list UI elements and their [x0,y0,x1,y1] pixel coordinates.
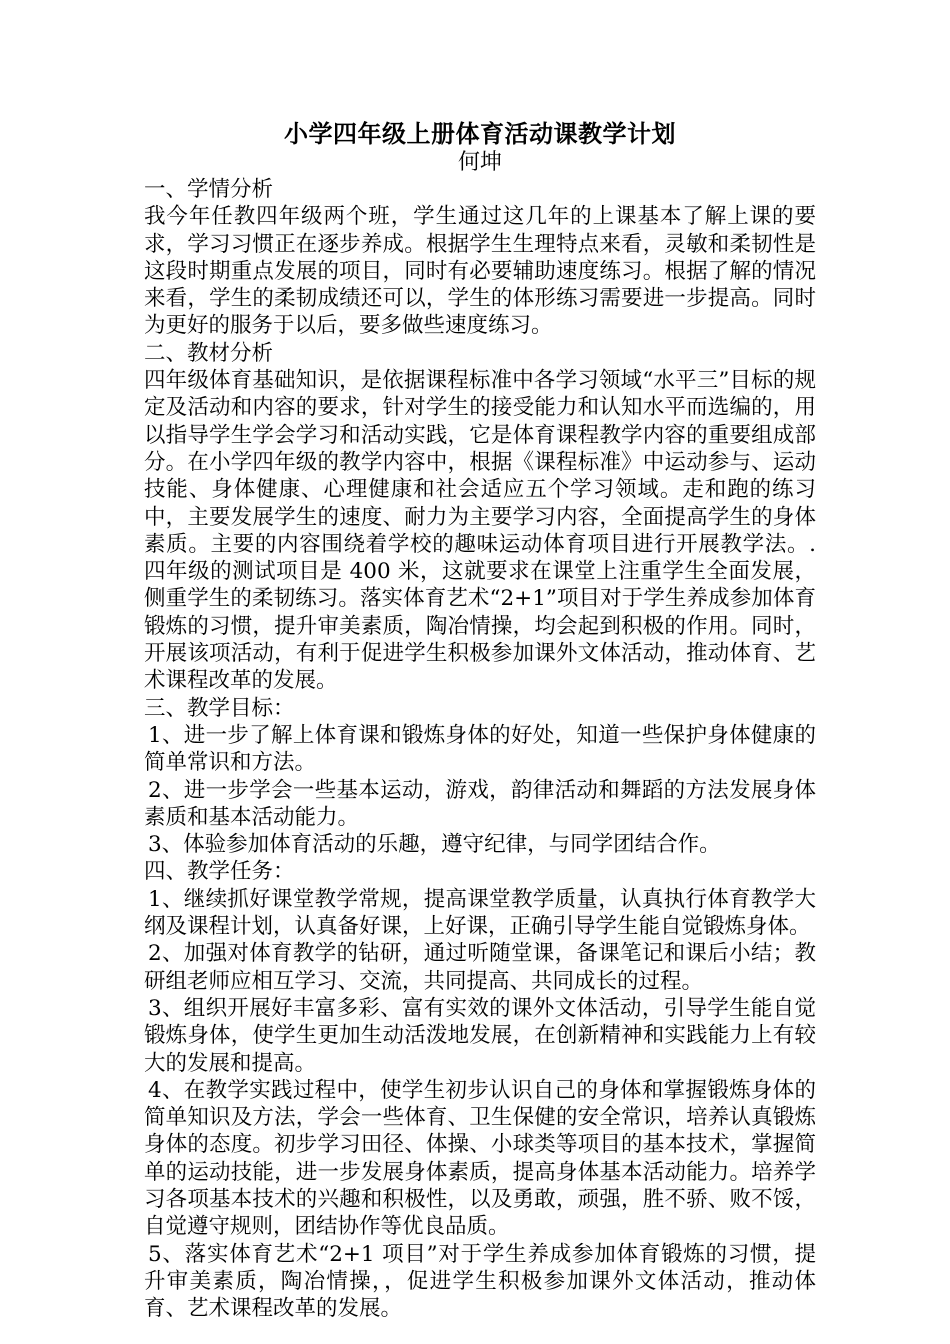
list-item: 3、组织开展好丰富多彩、富有实效的课外文体活动，引导学生能自觉锻炼身体，使学生更加生动活泼地发展，在创新精神和实践能力上有较大的发展和提高。 [144,995,816,1076]
list-item: 3、体验参加体育活动的乐趣，遵守纪律，与同学团结合作。 [148,832,721,858]
document-author: 何坤 [457,150,502,175]
section-heading: 四、教学任务： [144,859,295,885]
section-heading: 一、学情分析 [144,177,274,202]
section-teaching-goals [144,695,816,859]
section-material-analysis [144,340,816,695]
list-item: 1、进一步了解上体育课和锻炼身体的好处，知道一些保护身体健康的简单常识和方法。 [144,722,816,776]
document-title: 小学四年级上册体育活动课教学计划 [284,119,676,148]
list-item: 4、在教学实践过程中，使学生初步认识自己的身体和掌握锻炼身体的简单知识及方法，学会一些体育、卫生保健的安全常识，培养认真锻炼身体的态度。初步学习田径、体操、小球类等项目的基本技术，掌握简单的运动技能，进一步发展身体素质，提高身体基本活动能力。培养学习各项基本技术的兴趣和积极性，以及勇敢，顽强，胜不骄、败不馁，自觉遵守规则，团结协作等优良品质。 [144,1077,816,1240]
section-heading: 二、教材分析 [144,340,274,366]
section-heading: 三、教学目标： [144,695,295,721]
list-item: 1、继续抓好课堂教学常规，提高课堂教学质量，认真执行体育教学大纲及课程计划，认真备好课，上好课，正确引导学生能自觉锻炼身体。 [144,886,816,940]
section-teaching-tasks [144,858,816,1322]
list-item: 2、加强对体育教学的钻研，通过听随堂课，备课笔记和课后小结；教研组老师应相互学习、交流，共同提高、共同成长的过程。 [144,941,816,994]
list-item: 2、进一步学会一些基本运动，游戏，韵律活动和舞蹈的方法发展身体素质和基本活动能力。 [144,777,816,830]
section-learning-analysis [144,176,816,340]
section-paragraph: 我今年任教四年级两个班，学生通过这几年的上课基本了解上课的要求，学习习惯正在逐步养成。根据学生生理特点来看，灵敏和柔韧性是这段时期重点发展的项目，同时有必要辅助速度练习。根据了解的情况来看，学生的柔韧成绩还可以，学生的体形练习需要进一步提高。同时为更好的服务于以后，要多做些速度练习。 [144,204,816,339]
document-page [144,118,816,1322]
section-paragraph: 四年级体育基础知识，是依据课程标准中各学习领域“水平三”目标的规定及活动和内容的要求，针对学生的接受能力和认知水平而选编的，用以指导学生学会学习和活动实践，它是体育课程教学内容的重要组成部分。在小学四年级的教学内容中，根据《课程标准》中运动参与、运动技能、身体健康、心理健康和社会适应五个学习领域。走和跑的练习中，主要发展学生的速度、耐力为主要学习内容，全面提高学生的身体素质。主要的内容围绕着学校的趣味运动体育项目进行开展教学法。.四年级的测试项目是 400 米，这就要求在课堂上注重学生全面发展，侧重学生的柔韧练习。落实体育艺术“2+1”项目对于学生养成参加体育锻炼的习惯，提升审美素质，陶冶情操，均会起到积极的作用。同时，开展该项活动，有利于促进学生积极参加课外文体活动，推动体育、艺术课程改革的发展。 [144,368,816,694]
list-item: 5、落实体育艺术“2+1 项目”对于学生养成参加体育锻炼的习惯，提升审美素质，陶冶情操，，促进学生积极参加课外文体活动，推动体育、艺术课程改革的发展。 [144,1241,816,1322]
